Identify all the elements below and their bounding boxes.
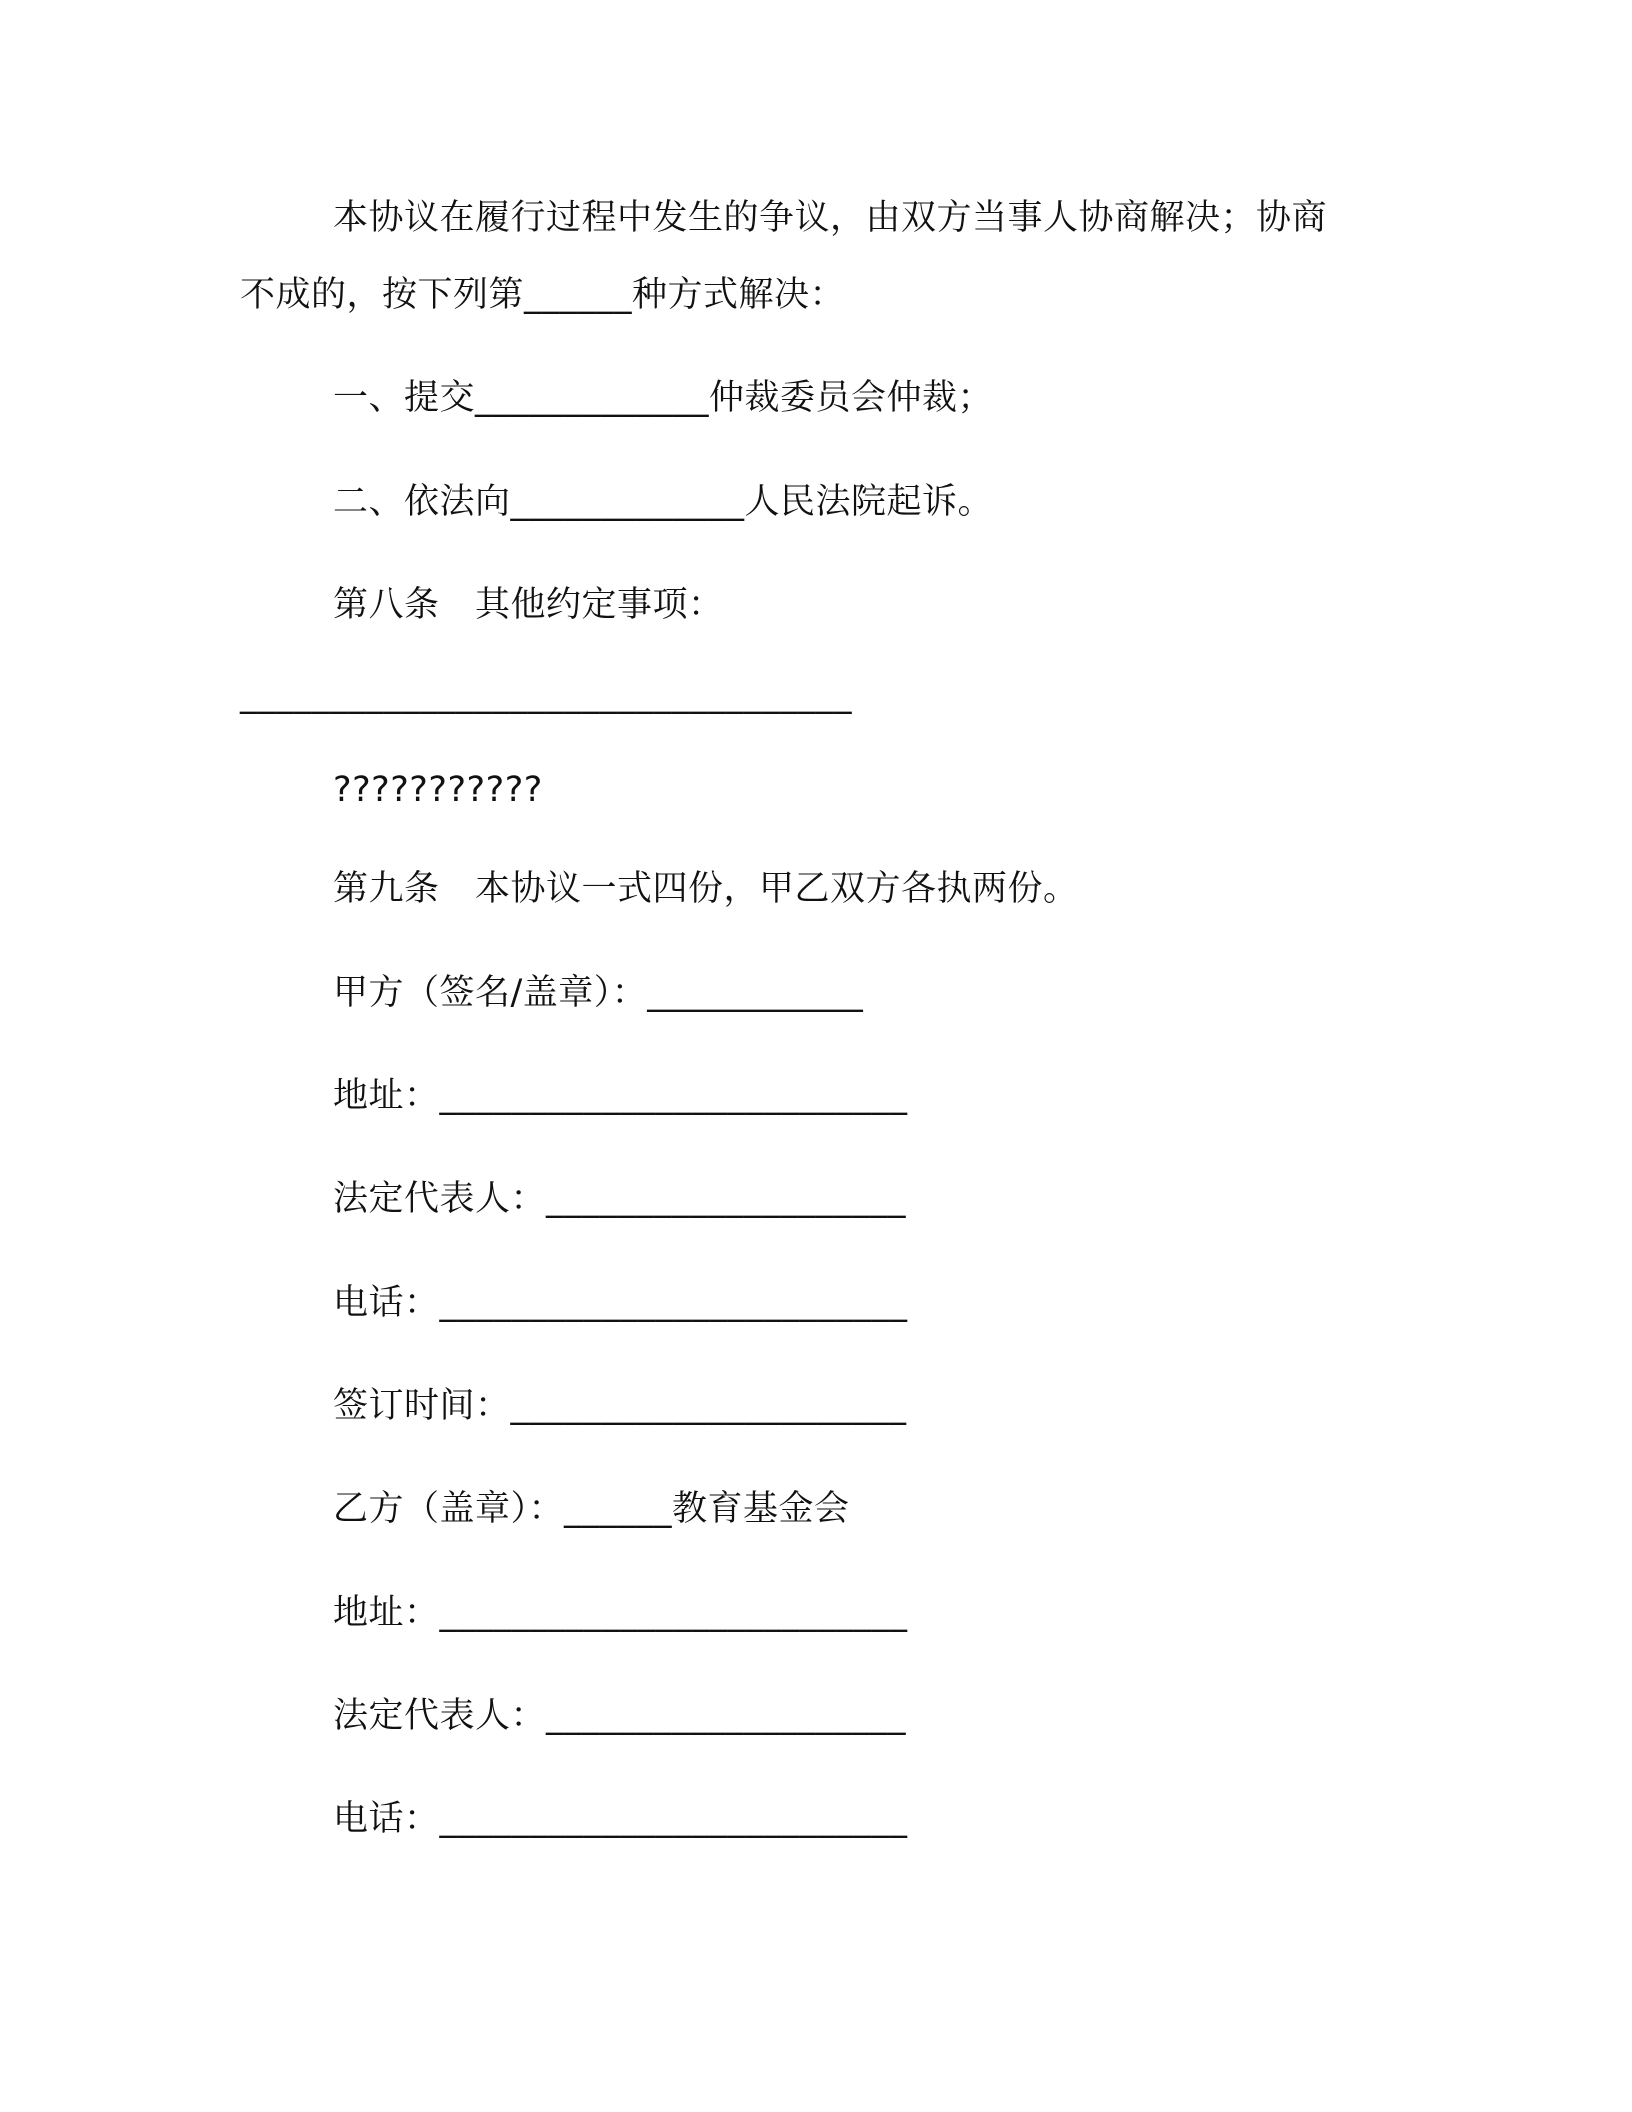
article-8-heading: 第八条 其他约定事项： [333,585,724,625]
party-a-signing-date: 签订时间：______________________ [333,1386,907,1426]
party-a-signature: 甲方（签名/盖章）：____________ [333,973,864,1013]
litigation-option: 二、依法向_____________人民法院起诉。 [333,482,994,522]
dispute-clause-line-2: 不成的，按下列第______种方式解决： [240,275,846,315]
party-b-address: 地址：__________________________ [333,1593,908,1633]
party-b-phone: 电话：__________________________ [333,1799,908,1839]
party-a-phone: 电话：__________________________ [333,1283,908,1323]
article-8-blank-line: __________________________________ [240,675,852,715]
article-9-heading: 第九条 本协议一式四份，甲乙双方各执两份。 [333,869,1079,909]
garbled-text: ??????????? [333,770,543,810]
dispute-clause-line-1: 本协议在履行过程中发生的争议，由双方当事人协商解决；协商 [333,198,1328,238]
party-a-legal-rep: 法定代表人：____________________ [333,1179,907,1219]
party-a-address: 地址：__________________________ [333,1076,908,1116]
arbitration-option: 一、提交_____________仲裁委员会仲裁； [333,378,994,418]
party-b-seal: 乙方（盖章）：______教育基金会 [333,1489,850,1529]
party-b-legal-rep: 法定代表人：____________________ [333,1696,907,1736]
